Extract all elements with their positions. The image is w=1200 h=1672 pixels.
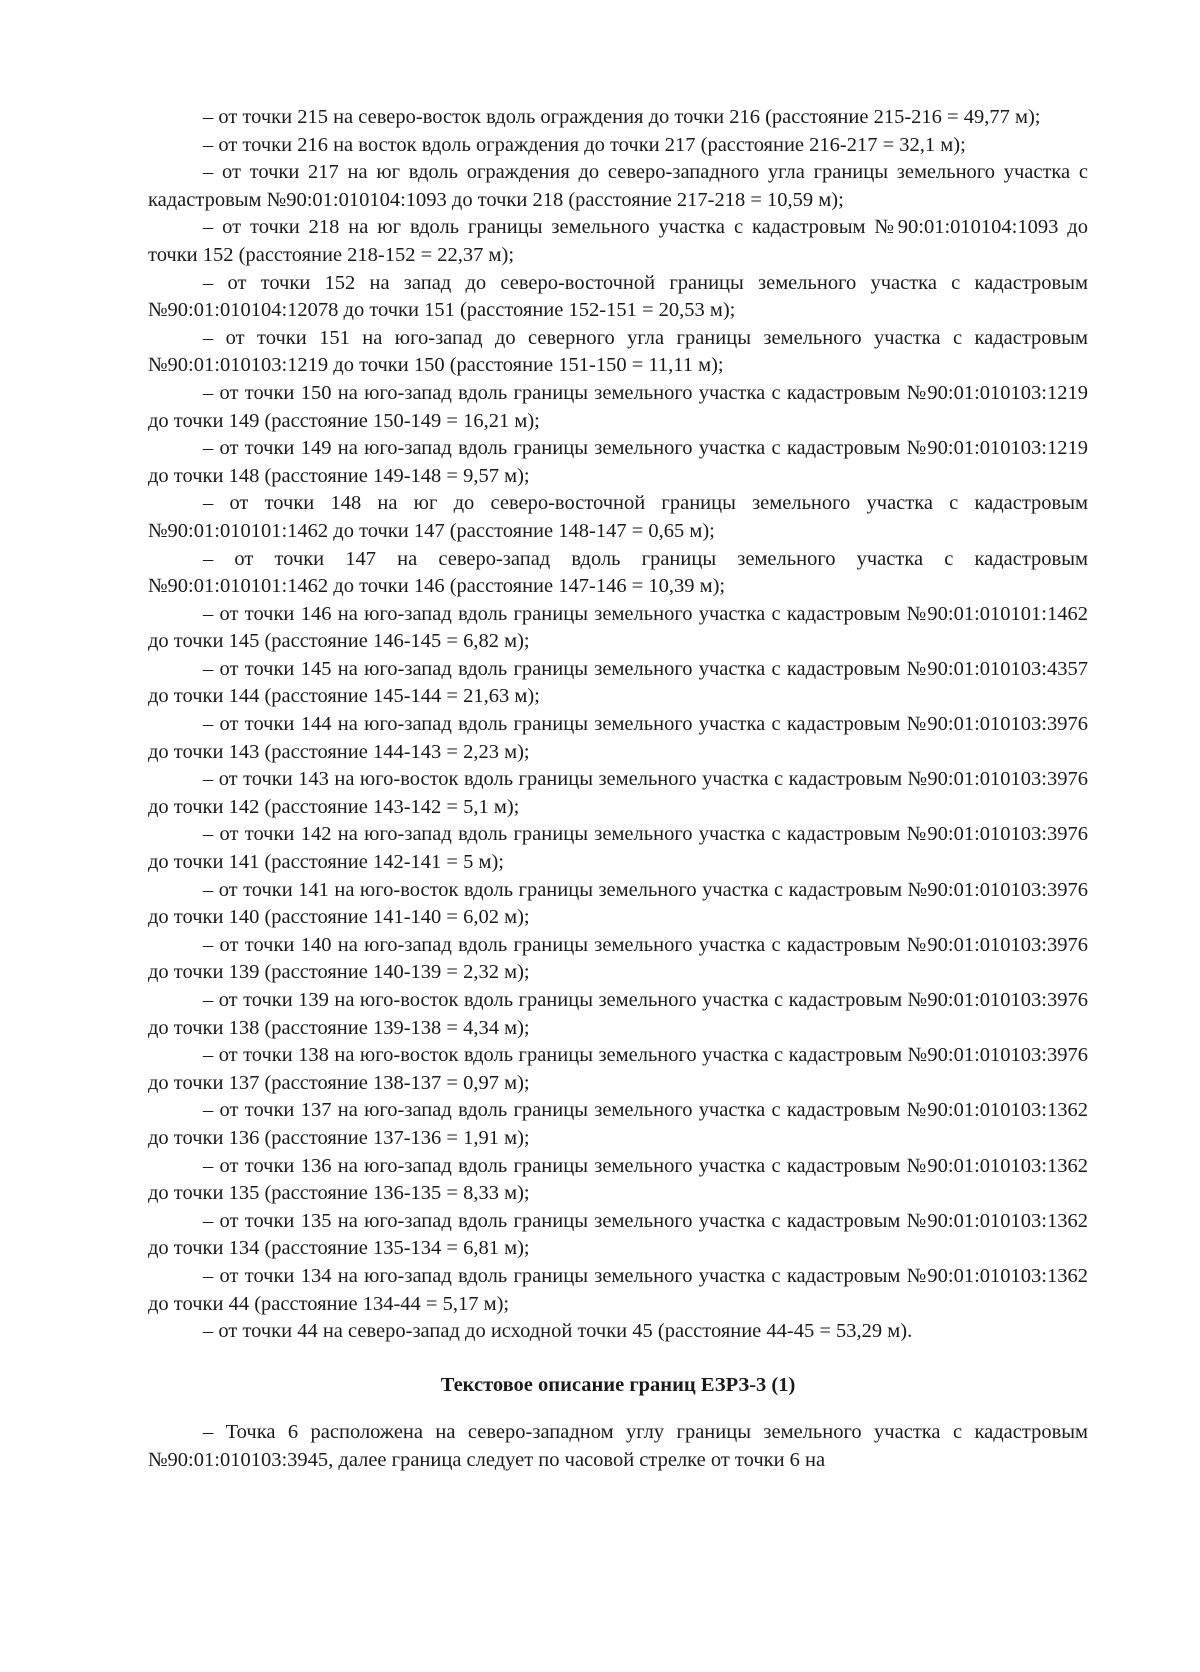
boundary-paragraph: – от точки 136 на юго-запад вдоль границы земельного участка с кадастровым №90:01:010103:1362 до точки 135 (расстояние 136-135 = 8,33 м);	[148, 1154, 1088, 1205]
boundary-paragraph: – от точки 44 на северо-запад до исходной точки 45 (расстояние 44-45 = 53,29 м).	[203, 1320, 913, 1343]
boundary-paragraph: – от точки 216 на восток вдоль ограждения до точки 217 (расстояние 216-217 = 32,1 м);	[203, 133, 966, 156]
boundary-paragraph: – Точка 6 расположена на северо-западном углу границы земельного участка с кадастровым №90:01:010103:3945, далее граница следует по часовой стрелке от точки 6 на	[148, 1421, 1088, 1471]
boundary-paragraph: – от точки 150 на юго-запад вдоль границы земельного участка с кадастровым №90:01:010103:1219 до точки 149 (расстояние 150-149 = 16,21 м);	[148, 381, 1088, 432]
boundary-paragraph: – от точки 140 на юго-запад вдоль границы земельного участка с кадастровым №90:01:010103:3976 до точки 139 (расстояние 140-139 = 2,32 м);	[148, 933, 1088, 984]
boundary-paragraph: – от точки 215 на северо-восток вдоль ограждения до точки 216 (расстояние 215-216 = 49,77 м);	[203, 106, 1041, 128]
boundary-paragraph: – от точки 148 на юг до северо-восточной границы земельного участка с кадастровым №90:01:010101:1462 до точки 147 (расстояние 148-147 = 0,65 м);	[148, 492, 1088, 542]
boundary-description-list	[148, 104, 1088, 1346]
boundary-paragraph: – от точки 138 на юго-восток вдоль границы земельного участка с кадастровым №90:01:010103:3976 до точки 137 (расстояние 138-137 = 0,97 м);	[148, 1044, 1088, 1094]
boundary-paragraph: – от точки 144 на юго-запад вдоль границы земельного участка с кадастровым №90:01:010103:3976 до точки 143 (расстояние 144-143 = 2,23 м);	[148, 713, 1088, 763]
boundary-paragraph: – от точки 142 на юго-запад вдоль границы земельного участка с кадастровым №90:01:010103:3976 до точки 141 (расстояние 142-141 = 5 м);	[148, 823, 1088, 874]
boundary-paragraph: – от точки 145 на юго-запад вдоль границы земельного участка с кадастровым №90:01:010103:4357 до точки 144 (расстояние 145-144 = 21,63 м);	[148, 657, 1088, 708]
boundary-paragraph: – от точки 152 на запад до северо-восточной границы земельного участка с кадастровым №90:01:010104:12078 до точки 151 (расстояние 152-151 = 20,53 м);	[148, 271, 1088, 322]
boundary-paragraph: – от точки 143 на юго-восток вдоль границы земельного участка с кадастровым №90:01:010103:3976 до точки 142 (расстояние 143-142 = 5,1 м);	[148, 768, 1088, 818]
boundary-paragraph: – от точки 137 на юго-запад вдоль границы земельного участка с кадастровым №90:01:010103:1362 до точки 136 (расстояние 137-136 = 1,91 м);	[148, 1099, 1088, 1149]
boundary-paragraph: – от точки 146 на юго-запад вдоль границы земельного участка с кадастровым №90:01:010101:1462 до точки 145 (расстояние 146-145 = 6,82 м);	[148, 602, 1088, 653]
boundary-paragraph: – от точки 149 на юго-запад вдоль границы земельного участка с кадастровым №90:01:010103:1219 до точки 148 (расстояние 149-148 = 9,57 м);	[148, 437, 1088, 487]
boundary-paragraph: – от точки 141 на юго-восток вдоль границы земельного участка с кадастровым №90:01:010103:3976 до точки 140 (расстояние 141-140 = 6,02 м);	[148, 878, 1088, 929]
boundary-paragraph: – от точки 218 на юг вдоль границы земельного участка с кадастровым №90:01:010104:1093 до точки 152 (расстояние 218-152 = 22,37 м);	[148, 216, 1088, 266]
boundary-paragraph: – от точки 147 на северо-запад вдоль границы земельного участка с кадастровым №90:01:010101:1462 до точки 146 (расстояние 147-146 = 10,39 м);	[148, 547, 1088, 598]
document-body	[148, 104, 1088, 1475]
section-intro	[148, 1419, 1088, 1474]
boundary-paragraph: – от точки 139 на юго-восток вдоль границы земельного участка с кадастровым №90:01:010103:3976 до точки 138 (расстояние 139-138 = 4,34 м);	[148, 989, 1088, 1039]
boundary-paragraph: – от точки 151 на юго-запад до северного угла границы земельного участка с кадастровым №90:01:010103:1219 до точки 150 (расстояние 151-150 = 11,11 м);	[148, 326, 1088, 377]
boundary-paragraph: – от точки 135 на юго-запад вдоль границы земельного участка с кадастровым №90:01:010103:1362 до точки 134 (расстояние 135-134 = 6,81 м);	[148, 1209, 1088, 1260]
boundary-paragraph: – от точки 217 на юг вдоль ограждения до северо-западного угла границы земельного участка с кадастровым №90:01:010104:1093 до точки 218 (расстояние 217-218 = 10,59 м);	[148, 161, 1088, 211]
section-heading: Текстовое описание границ ЕЗРЗ-3 (1)	[440, 1373, 796, 1396]
boundary-paragraph: – от точки 134 на юго-запад вдоль границы земельного участка с кадастровым №90:01:010103:1362 до точки 44 (расстояние 134-44 = 5,17 м);	[148, 1264, 1088, 1315]
